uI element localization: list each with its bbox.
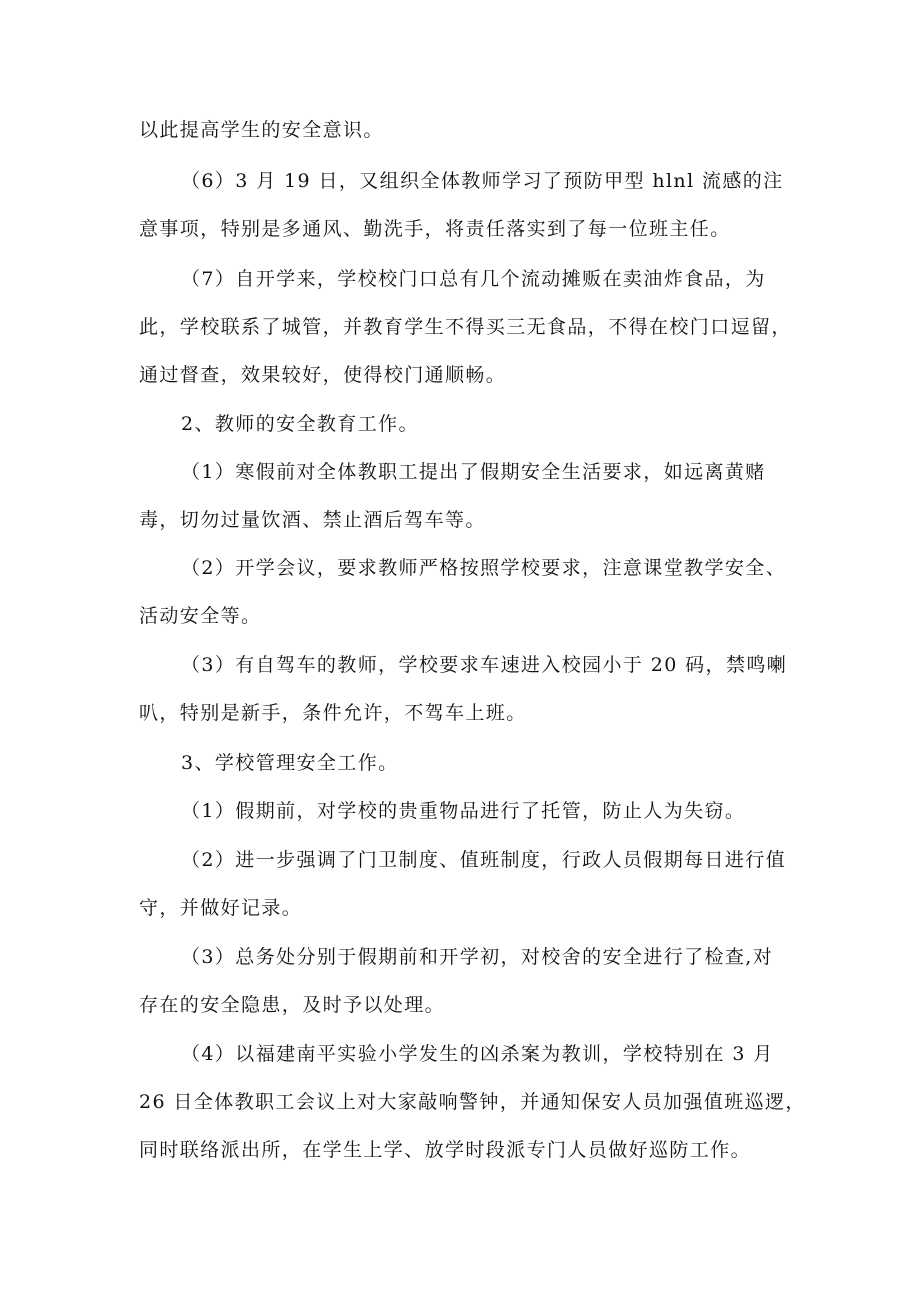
text-line: 活动安全等。 [139, 605, 262, 627]
text-line: 3、学校管理安全工作。 [181, 752, 399, 774]
text-line: （4）以福建南平实验小学发生的凶杀案为教训，学校特别在 3 月 [181, 1043, 774, 1065]
text-line: 以此提高学生的安全意识。 [139, 119, 384, 141]
paragraph-management-item-1 [139, 787, 789, 835]
text-line: 毒，切勿过量饮酒、禁止酒后驾车等。 [139, 509, 486, 531]
text-line: （1）假期前，对学校的贵重物品进行了托管，防止人为失窃。 [181, 800, 746, 822]
text-line: 此，学校联系了城管，并教育学生不得买三无食品，不得在校门口逗留， [139, 316, 792, 338]
paragraph-teacher-item-3 [139, 641, 789, 737]
text-line: 意事项，特别是多通风、勤洗手，将责任落实到了每一位班主任。 [139, 218, 731, 240]
paragraph-management-item-2 [139, 836, 789, 932]
text-line: 同时联络派出所，在学生上学、放学时段派专门人员做好巡防工作。 [139, 1139, 752, 1161]
text-line: （2）进一步强调了门卫制度、值班制度，行政人员假期每日进行值 [181, 849, 787, 871]
text-line: 26 日全体教职工会议上对大家敲响警钟，并通知保安人员加强值班巡逻， [139, 1091, 806, 1113]
text-line: （7）自开学来，学校校门口总有几个流动摊贩在卖油炸食品，为 [181, 268, 766, 290]
paragraph-management-item-3 [139, 933, 789, 1029]
text-line: 叭，特别是新手，条件允许，不驾车上班。 [139, 702, 527, 724]
paragraph-teacher-item-1 [139, 448, 789, 544]
text-line: 存在的安全隐患，及时予以处理。 [139, 994, 446, 1016]
text-line: （2）开学会议，要求教师严格按照学校要求，注意课堂教学安全、 [181, 557, 787, 579]
section-heading-2 [139, 400, 789, 448]
paragraph-item-6 [139, 157, 789, 253]
paragraph-management-item-4 [139, 1030, 806, 1174]
text-line: （6）3 月 19 日，又组织全体教师学习了预防甲型 hlnl 流感的注 [181, 170, 784, 192]
paragraph-item-7 [139, 255, 792, 399]
text-line: （1）寒假前对全体教职工提出了假期安全生活要求，如远离黄赌 [181, 461, 766, 483]
paragraph-continuation [139, 106, 789, 154]
text-line: 2、教师的安全教育工作。 [181, 413, 419, 435]
text-line: 守，并做好记录。 [139, 897, 303, 919]
text-line: 通过督查，效果较好，使得校门通顺畅。 [139, 364, 507, 386]
text-line: （3）有自驾车的教师，学校要求车速进入校园小于 20 码，禁鸣喇 [181, 654, 788, 676]
section-heading-3 [139, 739, 789, 787]
text-line: （3）总务处分别于假期前和开学初，对校舍的安全进行了检查,对 [181, 946, 774, 968]
paragraph-teacher-item-2 [139, 544, 789, 640]
